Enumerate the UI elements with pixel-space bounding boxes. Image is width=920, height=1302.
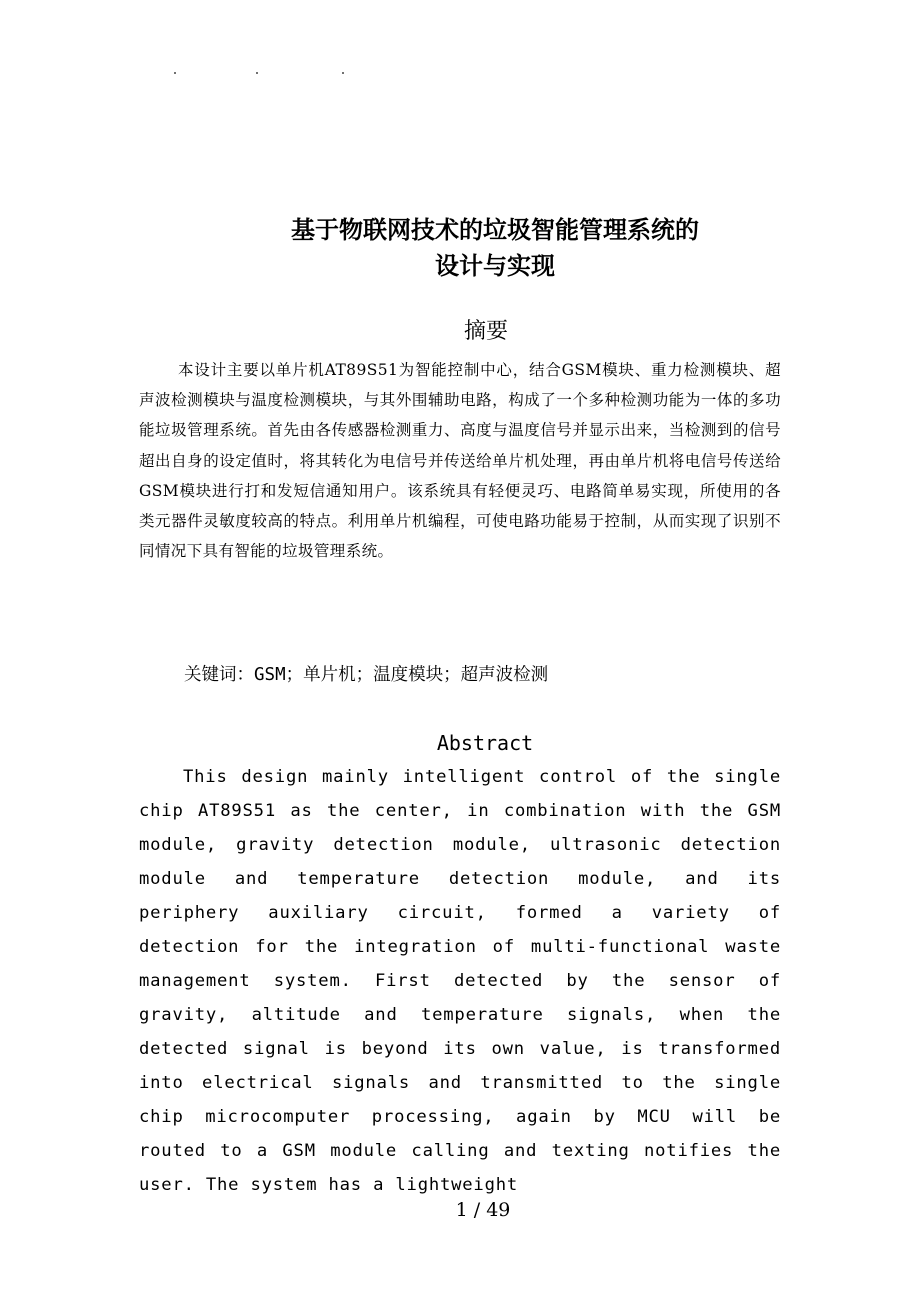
abstract-en-heading: Abstract — [436, 731, 534, 755]
document-title-line-1: 基于物联网技术的垃圾智能管理系统的 — [291, 215, 699, 244]
document-title-line-2: 设计与实现 — [435, 251, 555, 280]
header-mark — [174, 72, 176, 74]
header-marks — [172, 72, 352, 78]
header-mark — [256, 72, 258, 74]
abstract-cn-heading: 摘要 — [463, 319, 508, 344]
page-number: 1 / 49 — [455, 1199, 511, 1221]
abstract-en-body: This design mainly intelligent control of the single chip AT89S51 as the center, in combination with the GSM module, gravity detection module, ultrasonic detection module and temperature detection module, and its periphery auxiliary circuit, formed a variety of detection for the integration of multi-functional waste management system. First detected by the sensor of gravity, altitude and temperature signals, when the detected signal is beyond its own value, is transformed into electrical signals and transmitted to the single chip microcomputer processing, again by MCU will be routed to a GSM module calling and texting notifies the user. The system has a lightweight — [139, 767, 781, 1195]
keywords-line: 关键词：GSM；单片机；温度模块；超声波检测 — [184, 665, 549, 685]
abstract-cn-body: 本设计主要以单片机AT89S51为智能控制中心，结合GSM模块、重力检测模块、超声波检测模块与温度检测模块，与其外围辅助电路，构成了一个多种检测功能为一体的多功能垃圾管理系统。首先由各传感器检测重力、高度与温度信号并显示出来，当检测到的信号超出自身的设定值时，将其转化为电信号并传送给单片机处理，再由单片机将电信号传送给GSM模块进行打和发短信通知用户。该系统具有轻便灵巧、电路简单易实现，所使用的各类元器件灵敏度较高的特点。利用单片机编程，可使电路功能易于控制，从而实现了识别不同情况下具有智能的垃圾管理系统。 — [139, 361, 781, 561]
header-mark — [342, 72, 344, 74]
